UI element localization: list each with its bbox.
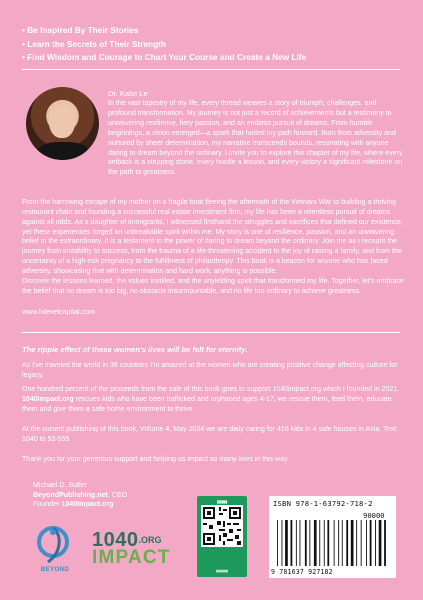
barcode-bar — [356, 520, 357, 566]
barcode-bar — [370, 520, 372, 566]
divider-top — [22, 69, 400, 70]
barcode-bar — [375, 520, 376, 566]
founder-label: Founder — [33, 500, 62, 508]
proceeds-text-end: rescues kids who have been trafficked and orphaned ages 4-17, we rescue them, feed them, educate them and give them a safe home environment to thrive. — [22, 395, 392, 413]
barcode-bar — [351, 520, 354, 566]
proceeds-paragraph — [22, 385, 404, 415]
qr-pattern-icon — [201, 505, 243, 547]
price-code: 90000 — [363, 511, 385, 520]
benefit-item: • Be Inspired By Their Stories — [22, 24, 402, 38]
barcode-bar — [327, 520, 329, 566]
proceeds-org-name: 1040Impact.org — [22, 395, 74, 403]
barcode-bar — [309, 520, 310, 566]
founder-org: 1040Impact.org — [61, 500, 114, 508]
impact-logo-word: IMPACT — [92, 547, 171, 568]
author-name: Dr. Katie Le — [108, 89, 148, 98]
publisher-site: BeyondPublishing.net — [33, 490, 108, 499]
ripple-tagline: The ripple effect of these women's lives will be felt for eternity. — [22, 345, 248, 354]
signature-block — [33, 481, 127, 510]
isbn-barcode — [269, 496, 396, 578]
author-bio: In the vast tapestry of my life, every thread weaves a story of triumph, challenges, and profound transformation. My journey is not just a record of achievements but a testimony to unwavering resilience, fiery passion, and an endless pursuit of dreams. From humble beginnings, a vision emerged—a spark that fueled my path forward. Born from adversity and nurtured by sheer determination, my narrative transcends bounds, resonating with anyone daring to dream beyond the ordinary. I invite you to explore this chapter of my life, where every setback is a stepping stone, every hurdle a lesson, and every victory a significant milestone on the path to greatness. — [108, 100, 403, 177]
impact-number: 1040 — [92, 529, 139, 551]
beyond-logo-text: BEYOND — [40, 566, 70, 573]
author-website: www.hilevelcapital.com — [22, 308, 95, 316]
travel-paragraph: As I've traveled the world in 38 countries I'm amazed at the women who are creating positive change affecting culture for legacy. — [22, 362, 398, 379]
author-shirt — [36, 142, 90, 160]
qr-label-icon: ▮▮▮▮▮ — [216, 500, 228, 504]
barcode-bar — [277, 520, 278, 566]
barcode-bar — [319, 520, 320, 566]
thanks-paragraph: Thank you for your generous support and helping us impact so many lives in this way. — [22, 456, 290, 463]
barcode-digits: 9 781637 927182 — [271, 568, 333, 576]
qr-code[interactable] — [197, 496, 247, 577]
divider-bottom — [22, 332, 400, 333]
benefit-list — [22, 24, 402, 65]
author-face — [49, 104, 75, 138]
barcode-bars — [275, 520, 391, 568]
barcode-bar — [334, 520, 335, 566]
barcode-bar — [291, 520, 293, 566]
volume-paragraph: At the current publishing of this book, Volume 4, May 2024 we are daily caring for 416 kids in 4 safe houses in Asia. Text: 1040 to 53-555 — [22, 426, 398, 443]
barcode-bar — [305, 520, 307, 566]
signer-name: Michael D. Butler — [33, 481, 88, 489]
isbn-number: ISBN 978-1-63792-718-2 — [273, 499, 373, 508]
impact-org: .ORG — [138, 535, 162, 545]
barcode-bar — [342, 520, 343, 566]
story-paragraph: From the harrowing escape of my mother on a fragile boat fleeing the aftermath of the Vietnam War to building a thriving restaurant chain and founding a successful real estate investment firm, my life has been a relentless pursuit of dreams against all odds. As a daughter of immigrants, I witnessed firsthand the struggles and sacrifices that defined our existence, yet these experiences forged an unbreakable spirit within me. My story is one of resilience, passion, and an unwavering belief in the extraordinary. It is a testament to the power of daring to dream beyond the ordinary. Join me as I recount the journey from instability to success, from the trauma of a life-threatening accident to the joy of raising a family, and from the uncertainty of a high-risk pregnancy to the fulfillment of philanthropy. This book is a beacon for anyone who has faced adversity, showcasing that with determination and hard work, anything is possible. — [22, 199, 403, 275]
ceo-label: , CEO — [107, 490, 128, 499]
impact-logo — [92, 531, 192, 567]
barcode-bar — [366, 520, 367, 566]
barcode-bar — [324, 520, 325, 566]
benefit-item: • Learn the Secrets of Their Strength — [22, 38, 402, 52]
qr-footer-icon: ▮▮▮▮▮▮ — [216, 569, 228, 573]
barcode-bar — [300, 520, 301, 566]
signer-title — [33, 491, 127, 501]
barcode-bar — [338, 520, 339, 566]
proceeds-text-start: One hundred percent of the proceeds from the sale of this book goes to support 1040impact.org which I founded in 2021. — [22, 386, 400, 393]
benefit-item: • Find Wisdom and Courage to Chart Your Course and Create a New Life — [22, 51, 402, 65]
barcode-bar — [346, 520, 348, 566]
barcode-bar — [296, 520, 297, 566]
barcode-bar — [379, 520, 382, 566]
discover-paragraph: Discover the lessons learned, the values instilled, and the unyielding spirit that transformed my life. Together, let's embrace the belief that no dream is too big, no obstacle insurmountable, and no life too ordinary to achieve greatness. — [22, 278, 404, 295]
barcode-bar — [285, 520, 288, 566]
beyond-publishing-logo — [34, 522, 72, 570]
signer-founder — [33, 500, 127, 510]
barcode-bar — [282, 520, 283, 566]
barcode-bar — [314, 520, 317, 566]
author-photo — [26, 87, 99, 160]
barcode-bar — [384, 520, 386, 566]
barcode-bar — [361, 520, 362, 566]
